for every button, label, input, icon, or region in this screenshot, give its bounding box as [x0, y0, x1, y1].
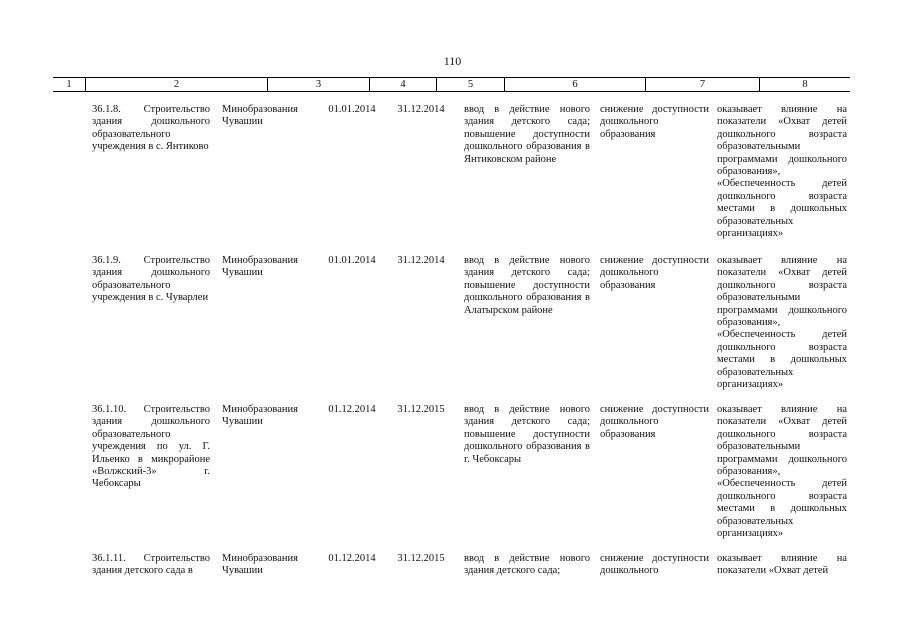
measure-name: 36.1.8. Строительство здания дошкольного образовательного учреждения в с. Янтиково — [92, 104, 210, 153]
end-date: 31.12.2015 — [397, 404, 445, 415]
consequence: снижение доступности дошкольного образования — [600, 255, 709, 291]
expected-result: ввод в действие нового здания детского сада; повышение доступности дошкольного образования в г. Чебоксары — [464, 404, 590, 465]
indicator-relation: оказывает влияние на показатели «Охват детей — [717, 553, 847, 577]
measure-name: 36.1.10. Строительство здания дошкольного образовательного учреждения по ул. Г. Ильенко в микрорайоне «Волжский-3» г. Чебоксары — [92, 404, 210, 490]
measure-name: 36.1.11. Строительство здания детского сада в — [92, 553, 210, 577]
start-date: 01.01.2014 — [328, 255, 376, 266]
table-header — [53, 77, 850, 92]
end-date: 31.12.2015 — [397, 553, 445, 564]
consequence: снижение доступности дошкольного — [600, 553, 709, 577]
executor: Минобразования Чувашии — [222, 404, 298, 428]
start-date: 01.12.2014 — [328, 553, 376, 564]
indicator-relation: оказывает влияние на показатели «Охват детей дошкольного возраста образовательными программами дошкольного образования», «Обеспеченность детей дошкольного возраста местами в дошкольных образовательных организациях» — [717, 255, 847, 391]
page-number: 110 — [443, 54, 462, 68]
column-header-7: 7 — [645, 78, 759, 91]
column-header-8: 8 — [759, 78, 850, 91]
expected-result: ввод в действие нового здания детского сада; — [464, 553, 590, 577]
measure-name: 36.1.9. Строительство здания дошкольного образовательного учреждения в с. Чуварлеи — [92, 255, 210, 304]
column-header-6: 6 — [504, 78, 645, 91]
expected-result: ввод в действие нового здания детского сада; повышение доступности дошкольного образования в Алатырском районе — [464, 255, 590, 316]
start-date: 01.01.2014 — [328, 104, 376, 115]
column-header-1: 1 — [66, 79, 72, 90]
consequence: снижение доступности дошкольного образования — [600, 104, 709, 140]
executor: Минобразования Чувашии — [222, 104, 298, 128]
indicator-relation: оказывает влияние на показатели «Охват детей дошкольного возраста образовательными программами дошкольного образования», «Обеспеченность детей дошкольного возраста местами в дошкольных образовательных организациях» — [717, 404, 847, 540]
column-header-4: 4 — [369, 78, 436, 91]
end-date: 31.12.2014 — [397, 255, 445, 266]
executor: Минобразования Чувашии — [222, 255, 298, 279]
indicator-relation: оказывает влияние на показатели «Охват детей дошкольного возраста образовательными программами дошкольного образования», «Обеспеченность детей дошкольного возраста местами в дошкольных образовательных организациях» — [717, 104, 847, 240]
end-date: 31.12.2014 — [397, 104, 445, 115]
consequence: снижение доступности дошкольного образования — [600, 404, 709, 440]
executor: Минобразования Чувашии — [222, 553, 298, 577]
column-header-2: 2 — [85, 78, 267, 91]
column-header-3: 3 — [267, 78, 369, 91]
start-date: 01.12.2014 — [328, 404, 376, 415]
column-header-5: 5 — [436, 78, 504, 91]
expected-result: ввод в действие нового здания детского сада; повышение доступности дошкольного образования в Янтиковском районе — [464, 104, 590, 165]
